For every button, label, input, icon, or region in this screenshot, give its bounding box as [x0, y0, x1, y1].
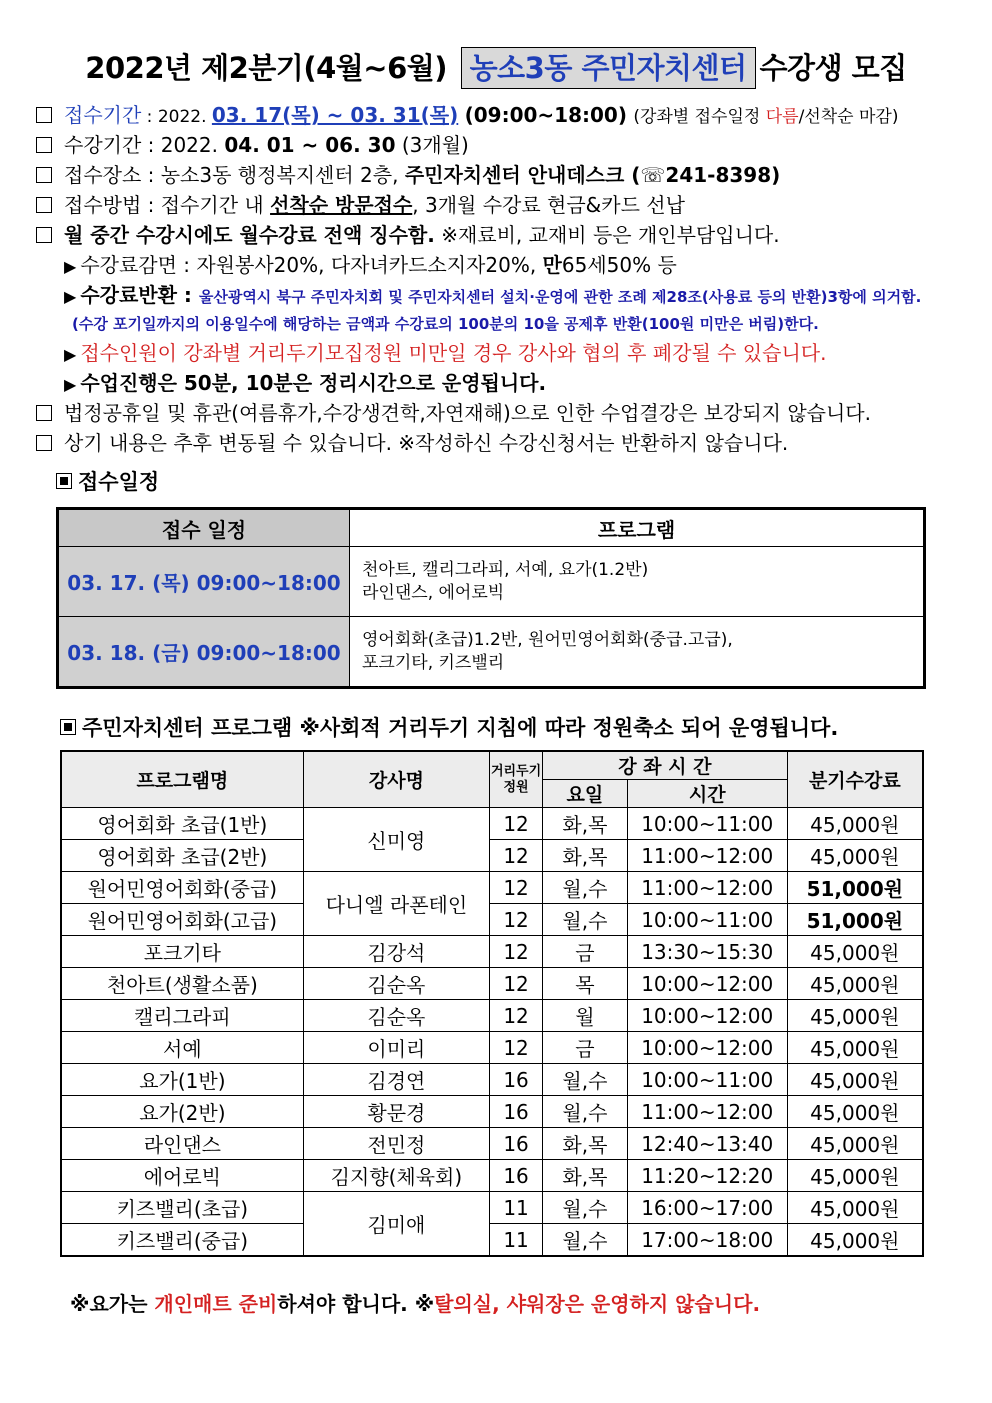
table-row — [61, 1128, 923, 1160]
table-cell: 45,000원 — [787, 1160, 923, 1192]
filled-square-icon — [56, 473, 72, 489]
programs-table — [60, 750, 924, 1257]
info-line-course-period: 수강기간 : 2022. 04. 01 ~ 06. 30 (3개월) — [36, 130, 976, 160]
table-cell: 원어민영어회화(중급) — [61, 872, 303, 904]
table-cell: 10:00~12:00 — [627, 1032, 787, 1064]
table-row — [61, 904, 923, 936]
table-row — [61, 1160, 923, 1192]
table-cell: 12 — [490, 872, 543, 904]
table-cell: 월,수 — [543, 1096, 628, 1128]
table-cell: 월,수 — [543, 904, 628, 936]
table-cell: 이미리 — [303, 1032, 489, 1064]
table-cell: 10:00~12:00 — [627, 968, 787, 1000]
table-cell: 45,000원 — [787, 936, 923, 968]
triangle-bullet-icon: ▶ — [64, 375, 77, 394]
info-line-refund-detail: (수강 포기일까지의 이용일수에 해당하는 금액과 수강료의 100분의 10을 공제후 반환(100원 미만은 버림)한다. — [72, 315, 819, 333]
table-cell: 김지향(체육회) — [303, 1160, 489, 1192]
table-cell: 화,목 — [543, 1128, 628, 1160]
table-cell: 12 — [490, 968, 543, 1000]
table-cell: 월,수 — [543, 1224, 628, 1257]
table-cell: 12:40~13:40 — [627, 1128, 787, 1160]
table-cell: 키즈밸리(중급) — [61, 1224, 303, 1257]
table-cell: 12 — [490, 1000, 543, 1032]
table-cell: 화,목 — [543, 1160, 628, 1192]
table-cell: 45,000원 — [787, 840, 923, 872]
table-cell: 10:00~11:00 — [627, 1064, 787, 1096]
table-cell: 천아트(생활소품) — [61, 968, 303, 1000]
table-cell: 10:00~11:00 — [627, 808, 787, 840]
table-cell: 월,수 — [543, 872, 628, 904]
table-row — [61, 1064, 923, 1096]
table-cell: 45,000원 — [787, 1224, 923, 1257]
info-line-method: 접수방법 : 접수기간 내 선착순 방문접수, 3개월 수강료 현금&카드 선납 — [36, 190, 976, 220]
table-row — [61, 968, 923, 1000]
table-cell: 45,000원 — [787, 1000, 923, 1032]
table-cell: 영어회화 초급(2반) — [61, 840, 303, 872]
schedule-header-row — [58, 509, 925, 547]
table-row — [61, 1032, 923, 1064]
info-line-refund: ▶ 수강료반환 : 울산광역시 북구 주민자치회 및 주민자치센터 설치·운영에 관한 조례 제28조(사용료 등의 반환)3항에 의거함. — [64, 283, 922, 307]
table-cell: 월 — [543, 1000, 628, 1032]
table-cell: 11:20~12:20 — [627, 1160, 787, 1192]
table-cell: 12 — [490, 904, 543, 936]
footer-note: ※요가는 개인매트 준비하셔야 합니다. ※탈의실, 샤워장은 운영하지 않습니다. — [70, 1292, 761, 1316]
table-cell: 에어로빅 — [61, 1160, 303, 1192]
col-header-time-group: 강 좌 시 간 — [543, 751, 788, 780]
table-cell: 17:00~18:00 — [627, 1224, 787, 1257]
table-cell: 16 — [490, 1064, 543, 1096]
table-row — [61, 808, 923, 840]
table-row — [61, 1224, 923, 1257]
checkbox-icon — [36, 197, 52, 213]
table-cell: 목 — [543, 968, 628, 1000]
table-cell: 11:00~12:00 — [627, 840, 787, 872]
table-cell: 10:00~11:00 — [627, 904, 787, 936]
col-header-day: 요일 — [543, 780, 628, 808]
table-cell: 포크기타 — [61, 936, 303, 968]
table-cell: 키즈밸리(초급) — [61, 1192, 303, 1224]
table-cell: 12 — [490, 936, 543, 968]
schedule-date: 03. 17. (목) 09:00~18:00 — [58, 547, 350, 617]
schedule-table — [56, 507, 926, 689]
table-cell: 김순옥 — [303, 968, 489, 1000]
info-list — [36, 100, 976, 458]
table-cell: 16 — [490, 1160, 543, 1192]
info-line-fee-policy: 월 중간 수강시에도 월수강료 전액 징수함. ※재료비, 교재비 등은 개인부담입니다. — [36, 220, 976, 250]
checkbox-icon — [36, 167, 52, 183]
table-cell: 영어회화 초급(1반) — [61, 808, 303, 840]
table-cell: 12 — [490, 1032, 543, 1064]
title-prefix: 2022년 제2분기(4월~6월) — [85, 51, 448, 85]
table-cell: 요가(1반) — [61, 1064, 303, 1096]
title-suffix: 수강생 모집 — [759, 51, 907, 85]
table-cell: 12 — [490, 840, 543, 872]
table-cell: 김경연 — [303, 1064, 489, 1096]
table-cell: 11:00~12:00 — [627, 1096, 787, 1128]
table-cell: 다니엘 라폰테인 — [303, 872, 489, 936]
table-cell: 11 — [490, 1224, 543, 1257]
table-cell: 45,000원 — [787, 1032, 923, 1064]
table-cell: 16:00~17:00 — [627, 1192, 787, 1224]
table-cell: 45,000원 — [787, 1128, 923, 1160]
schedule-date: 03. 18. (금) 09:00~18:00 — [58, 617, 350, 688]
schedule-row — [58, 547, 925, 617]
page-title — [0, 46, 992, 89]
table-cell: 45,000원 — [787, 1192, 923, 1224]
table-cell: 16 — [490, 1128, 543, 1160]
table-row — [61, 840, 923, 872]
col-header-fee: 분기수강료 — [787, 751, 923, 808]
col-header-hours: 시간 — [627, 780, 787, 808]
table-cell: 금 — [543, 936, 628, 968]
col-header-teacher: 강사명 — [303, 751, 489, 808]
table-cell: 10:00~12:00 — [627, 1000, 787, 1032]
programs-header-row — [61, 751, 923, 780]
table-cell: 원어민영어회화(고급) — [61, 904, 303, 936]
table-cell: 51,000원 — [787, 872, 923, 904]
table-cell: 11 — [490, 1192, 543, 1224]
table-cell: 화,목 — [543, 840, 628, 872]
info-line-period: 접수기간 : 2022. 03. 17(목) ~ 03. 31(목) (09:00~18:00) (강좌별 접수일정 다름/선착순 마감) — [36, 100, 976, 130]
table-cell: 45,000원 — [787, 808, 923, 840]
table-cell: 16 — [490, 1096, 543, 1128]
info-line-change: 상기 내용은 추후 변동될 수 있습니다. ※작성하신 수강신청서는 반환하지 않습니다. — [36, 428, 976, 458]
table-cell: 요가(2반) — [61, 1096, 303, 1128]
table-cell: 12 — [490, 808, 543, 840]
title-center-name: 농소3동 주민자치센터 — [461, 47, 756, 89]
col-header-program: 프로그램 — [350, 509, 925, 547]
col-header-name: 프로그램명 — [61, 751, 303, 808]
programs-heading: 주민자치센터 프로그램 ※사회적 거리두기 지침에 따라 정원축소 되어 운영됩니다. — [60, 712, 838, 742]
col-header-capacity: 거리두기 정원 — [490, 751, 543, 808]
table-cell: 김미애 — [303, 1192, 489, 1257]
table-cell: 서예 — [61, 1032, 303, 1064]
table-row — [61, 936, 923, 968]
table-cell: 전민정 — [303, 1128, 489, 1160]
table-cell: 신미영 — [303, 808, 489, 872]
info-line-holiday: 법정공휴일 및 휴관(여름휴가,수강생견학,자연재해)으로 인한 수업결강은 보강되지 않습니다. — [36, 398, 976, 428]
table-cell: 캘리그라피 — [61, 1000, 303, 1032]
table-row — [61, 1000, 923, 1032]
table-cell: 월,수 — [543, 1064, 628, 1096]
table-cell: 월,수 — [543, 1192, 628, 1224]
triangle-bullet-icon: ▶ — [64, 345, 77, 364]
schedule-programs: 천아트, 캘리그라피, 서예, 요가(1.2반) 라인댄스, 에어로빅 — [350, 547, 925, 617]
info-line-class-duration: ▶ 수업진행은 50분, 10분은 정리시간으로 운영됩니다. — [64, 371, 547, 395]
checkbox-icon — [36, 107, 52, 123]
table-cell: 13:30~15:30 — [627, 936, 787, 968]
table-cell: 45,000원 — [787, 1064, 923, 1096]
checkbox-icon — [36, 435, 52, 451]
info-line-discount: ▶ 수강료감면 : 자원봉사20%, 다자녀카드소지자20%, 만65세50% 등 — [64, 253, 677, 277]
table-row — [61, 1096, 923, 1128]
info-line-place: 접수장소 : 농소3동 행정복지센터 2층, 주민자치센터 안내데스크 (☏241-8398) — [36, 160, 976, 190]
table-cell: 금 — [543, 1032, 628, 1064]
checkbox-icon — [36, 227, 52, 243]
col-header-date: 접수 일정 — [58, 509, 350, 547]
info-line-cancel: ▶ 접수인원이 강좌별 거리두기모집정원 미만일 경우 강사와 협의 후 폐강될 수 있습니다. — [64, 341, 827, 365]
table-cell: 45,000원 — [787, 968, 923, 1000]
table-cell: 김강석 — [303, 936, 489, 968]
table-cell: 11:00~12:00 — [627, 872, 787, 904]
table-cell: 51,000원 — [787, 904, 923, 936]
schedule-heading: 접수일정 — [56, 466, 159, 496]
table-row — [61, 872, 923, 904]
table-cell: 화,목 — [543, 808, 628, 840]
schedule-programs: 영어회화(초급)1.2반, 원어민영어회화(중급.고급), 포크기타, 키즈밸리 — [350, 617, 925, 688]
table-row — [61, 1192, 923, 1224]
table-cell: 라인댄스 — [61, 1128, 303, 1160]
checkbox-icon — [36, 137, 52, 153]
filled-square-icon — [60, 719, 76, 735]
triangle-bullet-icon: ▶ — [64, 287, 77, 306]
table-cell: 황문경 — [303, 1096, 489, 1128]
triangle-bullet-icon: ▶ — [64, 257, 77, 276]
schedule-row — [58, 617, 925, 688]
checkbox-icon — [36, 405, 52, 421]
table-cell: 김순옥 — [303, 1000, 489, 1032]
table-cell: 45,000원 — [787, 1096, 923, 1128]
